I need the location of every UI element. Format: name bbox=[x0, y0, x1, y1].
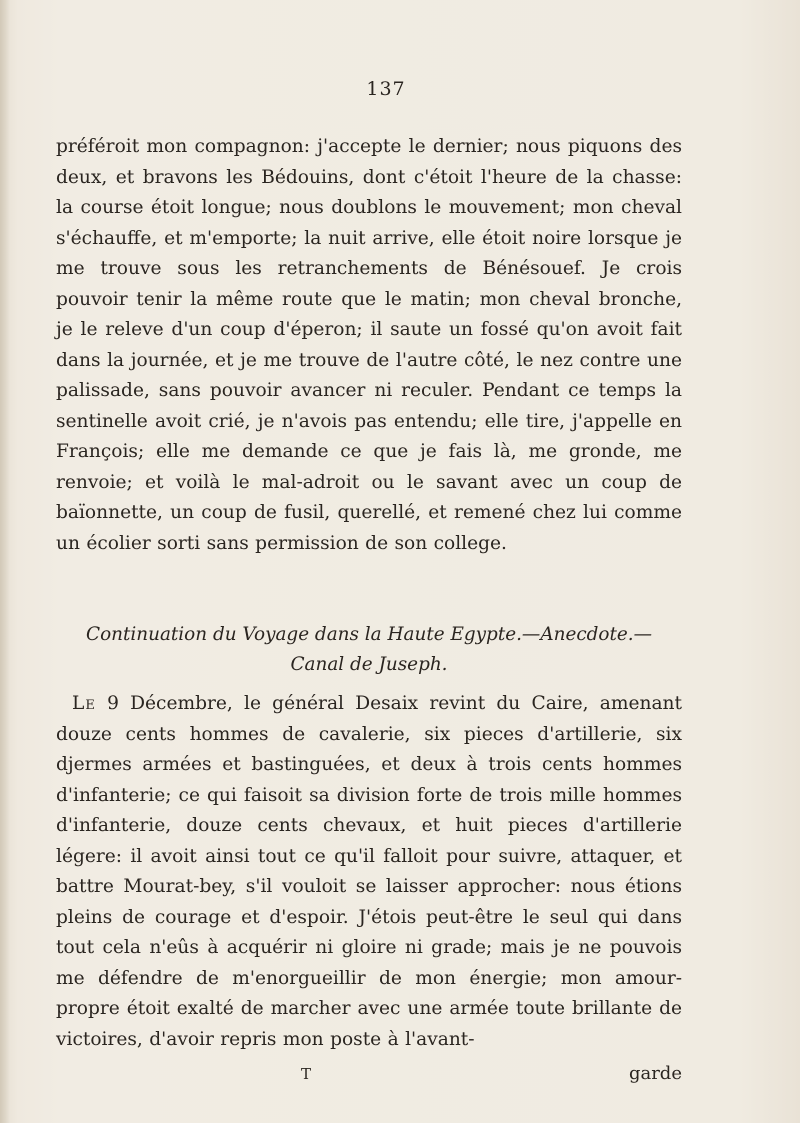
paragraph-1: préféroit mon compagnon: j'accepte le dernier; nous piquons des deux, et bravons les Bédouins, dont c'étoit l'heure de la chasse: la course étoit longue; nous doublons le mouvement; mon cheval s'échauffe, et m'emporte; la nuit arrive, elle étoit noire lorsque je me trouve sous les retranchements de Bénésouef. Je crois pouvoir tenir la même route que le matin; mon cheval bronche, je le releve d'un coup d'éperon; il saute un fossé qu'on avoit fait dans la journée, et je me trouve de l'autre côté, le nez contre une palissade, sans pouvoir avancer ni reculer. Pendant ce temps la sentinelle avoit crié, je n'avois pas entendu; elle tire, j'appelle en François; elle me demande ce que je fais là, me gronde, me renvoie; et voilà le mal-adroit ou le savant avec un coup de baïonnette, un coup de fusil, querellé, et remené chez lui comme un écolier sorti sans permission de son college. bbox=[56, 136, 682, 554]
page-gutter-shadow bbox=[0, 0, 10, 1123]
paragraph-2-body: 9 Décembre, le général Desaix revint du Caire, amenant douze cents hommes de cavalerie, six pieces d'artillerie, six djermes armées et bastinguées, et deux à trois cents hommes d'infanterie; ce qui faisoit sa division forte de trois mille hommes d'infanterie, douze cents chevaux, et huit pieces d'artillerie légere: il avoit ainsi tout ce qu'il falloit pour suivre, attaquer, et battre Mourat-bey, s'il vouloit se laisser approcher: nous étions pleins de courage et d'espoir. J'étois peut-être le seul qui dans tout cela n'eûs à acquérir ni gloire ni grade; mais je ne pouvois me défendre de m'enorgueillir de mon énergie; mon amour-propre étoit exalté de marcher avec une armée toute brillante de victoires, d'avoir repris mon poste à l'avant- bbox=[56, 693, 682, 1050]
heading-line-2: Canal de Juseph. bbox=[290, 654, 448, 675]
paragraph-2 bbox=[56, 689, 682, 1055]
section-heading bbox=[56, 620, 682, 680]
catchline bbox=[56, 1063, 682, 1093]
signature-mark: T bbox=[301, 1065, 313, 1083]
catchword: garde bbox=[628, 1063, 682, 1084]
page-number: 137 bbox=[366, 78, 406, 100]
paragraph-2-lead: Le bbox=[72, 693, 96, 714]
heading-line-1: Continuation du Voyage dans la Haute Egypte.—Anecdote.— bbox=[86, 624, 652, 645]
